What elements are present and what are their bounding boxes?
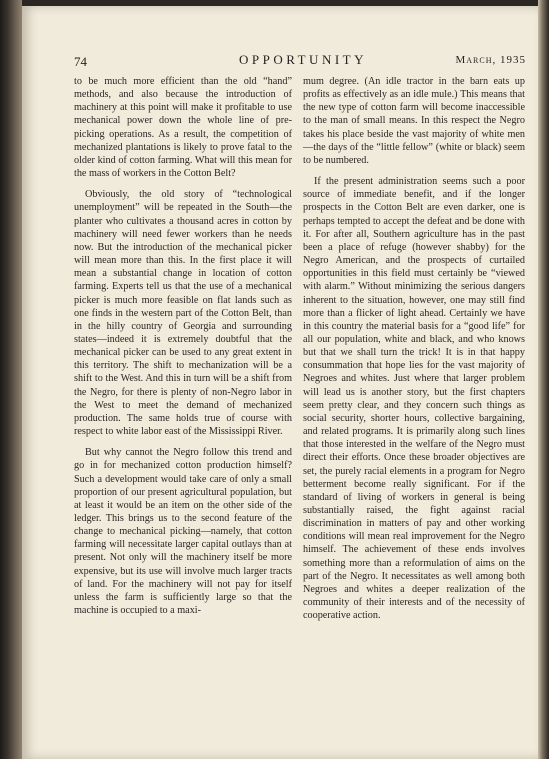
book-binding-edge — [0, 0, 22, 759]
paragraph: to be much more efficient than the old “hand” methods, and also because the introduction of machinery at this point will make it profitable to use mechanical power down the whole line of pre-picking operations. As a result, the competition of mechanized plantations is likely to prove fatal to the older kind of cotton farming. What will this mean for the mass of workers in the Cotton Belt? — [74, 76, 292, 180]
issue-date: March, 1935 — [455, 54, 526, 66]
right-text-column — [303, 75, 525, 630]
paragraph: But why cannot the Negro follow this trend and go in for mechanized cotton production himself? Such a development would take care of only a small proportion of our present agricultural population, but at least it would be an item on the other side of the ledger. This brings us to the second feature of the change to mechanical picking—namely, that cotton farming will necessitate larger capital outlays than at present. Not only will the machinery itself be more expensive, but its use will involve much larger tracts of land. For the machinery will not pay for itself unless the farm is sufficiently large so that the machine is occupied to a maxi- — [74, 447, 292, 617]
page-right-edge — [538, 0, 549, 759]
running-title: OPPORTUNITY — [238, 52, 367, 67]
paragraph: mum degree. (An idle tractor in the barn eats up profits as effectively as an idle mule.) This means that the new type of cotton farm will become inaccessible to the man of small means. In this respect the Negro takes his place beside the vast majority of white men—the days of the “little fellow” (white or black) seem to be numbered. — [303, 76, 525, 166]
paragraph: If the present administration seems such a poor source of immediate benefit, and if the longer prospects in the Cotton Belt are even darker, one is perhaps tempted to accept the defeat and be done with it. For after all, Southern agriculture has in the past been a place of refuge (however shabby) for the Negro American, and the prospects of curtailed opportunities in this field must certainly be “viewed with alarm.” Without minimizing the serious dangers inherent to the situation, however, one may still find more than a flicker of light ahead. Certainly we have in this country the material basis for a “good life” for all our population, white and black, and who knows but that we shall turn the trick! It is in that happy consummation that hope lies for the vast majority of Negroes and whites. Just where that larger problem will lead us is another story, but the first chapters seem pretty clear, and they concern such things as social security, shorter hours, collective bargaining, and related programs. It is primarily along such lines that those interested in the welfare of the Negro must direct their efforts. Once these broader objectives are set, the purely racial elements in a program for Negro betterment become really significant. For if the standard of living of workers in general is being substantially raised, the fight against racial discrimination in matters of pay and other working conditions will mean real improvement for the Negro himself. The achievement of these ends involves something more than a reformulation of aims on the part of the Negro. It necessitates as well among both Negroes and whites a deeper realization of the community of their interests and of the necessity of cooperative action. — [303, 176, 525, 622]
page-number: 74 — [74, 54, 87, 69]
running-header — [74, 52, 526, 72]
paragraph: Obviously, the old story of “technological unemployment” will be repeated in the South—the planter who cultivates a thousand acres in cotton by machinery will need fewer workers than he needs now. But the introduction of the mechanical picker will mean more than this. In the first place it will mean a substantial change in location of cotton farming. Experts tell us that the use of a mechanical picker is much more feasible on flat lands such as one finds in the western part of the Cotton Belt, than in the hilly country of Georgia and surrounding states—indeed it is extremely doubtful that the mechanical picker can be used to any great extent in this territory. The shift to mechanization will be a shift to the West. And this in turn will be a shift from the Negro, for there is plenty of non-Negro labor in the West to meet the demand of mechanized production. The same holds true of course with respect to white labor east of the Mississippi River. — [74, 189, 292, 438]
left-text-column — [74, 75, 292, 625]
